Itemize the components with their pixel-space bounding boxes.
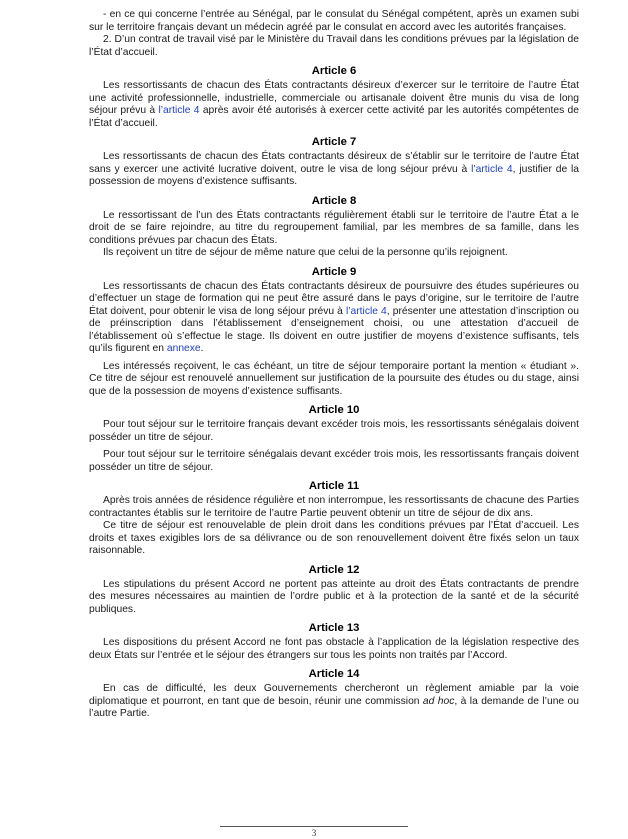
article-14-text-start: En cas de difficulté, les deux Gouvernements chercheront un règlement amiable par la voie diplomatique et pourront, en tant que de besoin, réunir une commission bbox=[89, 683, 579, 707]
article-9-paragraph-2: Les intéressés reçoivent, le cas échéant, un titre de séjour temporaire portant la mention « étudiant ». Ce titre de séjour est renouvelé annuellement sur justification de la poursuite des études ou du stage, ainsi que de la possession de moyens d’existence suffisants. bbox=[89, 360, 579, 397]
article-8-heading: Article 8 bbox=[311, 194, 357, 207]
article-13-paragraph: Les dispositions du présent Accord ne font pas obstacle à l’application de la législation respective des deux États sur l’entrée et le séjour des étrangers sur tous les points non traités par l’Accord. bbox=[89, 637, 579, 661]
article-7-heading: Article 7 bbox=[311, 136, 357, 148]
article-10-paragraph-2: Pour tout séjour sur le territoire sénégalais devant excéder trois mois, les ressortissants français doivent posséder un titre de séjour. bbox=[89, 449, 579, 473]
article-6-heading: Article 6 bbox=[311, 65, 357, 77]
annexe-link[interactable]: annexe bbox=[166, 343, 201, 354]
page-number: 3 bbox=[311, 828, 317, 838]
intro-dash-paragraph: - en ce qui concerne l’entrée au Sénégal, par le consulat du Sénégal compétent, après un examen subi sur le territoire français devant un médecin agréé par le consulat en accord avec les autorités françaises. bbox=[89, 9, 579, 33]
article-9-text-middle: , présenter une attestation d’inscription ou de préinscription dans l’établissement d’enseignement choisi, ou une attestation d’accueil de l’établissement où s’effectue le stage. Ils doivent en outre justifier de moyens d’existence suffisants, tels qu’ils figurent en bbox=[89, 305, 579, 354]
article-4-link[interactable]: l’article 4 bbox=[471, 163, 513, 175]
article-10-heading: Article 10 bbox=[308, 404, 360, 416]
article-7-text-end: , justifier de la possession de moyens d’existence suffisants. bbox=[89, 163, 579, 187]
article-6-text-end: après avoir été autorisés à exercer cette activité par les autorités compétentes de l’État d’accueil. bbox=[89, 105, 579, 129]
article-11-paragraph-1: Après trois années de résidence régulière et non interrompue, les ressortissants de chacune des Parties contractantes établis sur le territoire de l’autre Partie peuvent obtenir un titre de séjour de dix ans. bbox=[89, 495, 579, 519]
article-4-link[interactable]: l’article 4 bbox=[158, 105, 200, 116]
article-12-heading: Article 12 bbox=[308, 563, 360, 576]
article-8-paragraph-1: Le ressortissant de l’un des États contractants régulièrement établi sur le territoire de l’autre État a le droit de se faire rejoindre, au titre du regroupement familial, par les membres de sa famille, dans les conditions prévues par chacun des États. bbox=[89, 209, 579, 246]
ad-hoc-emphasis: ad hoc bbox=[422, 695, 455, 707]
article-11-paragraph-2: Ce titre de séjour est renouvelable de plein droit dans les conditions prévues par l’État d’accueil. Les droits et taxes exigibles lors de sa délivrance ou de son renouvellement doivent être fixés selon un taux raisonnable. bbox=[89, 520, 579, 556]
document-body bbox=[89, 9, 579, 726]
article-14-heading: Article 14 bbox=[308, 668, 360, 680]
footer-divider bbox=[220, 826, 408, 827]
article-10-paragraph-1: Pour tout séjour sur le territoire français devant excéder trois mois, les ressortissants sénégalais doivent posséder un titre de séjour. bbox=[89, 419, 579, 443]
article-8-paragraph-2: Ils reçoivent un titre de séjour de même nature que celui de la personne qu’ils rejoignent. bbox=[103, 247, 508, 258]
article-4-link[interactable]: l’article 4 bbox=[345, 305, 387, 317]
article-9-text-start: Les ressortissants de chacun des États contractants désireux de poursuivre des études supérieures ou d’effectuer un stage de formation qui ne peut être assuré dans le pays d’origine, sur le territoire de l’autre État doivent, pour obtenir le visa de long séjour prévu à bbox=[89, 280, 579, 317]
article-9-text-end: . bbox=[200, 343, 204, 354]
article-12-paragraph: Les stipulations du présent Accord ne portent pas atteinte au droit des États contractants de prendre des mesures nécessaires au maintien de l’ordre public et à la protection de la santé et de la sécurité publiques. bbox=[89, 578, 579, 615]
article-9-heading: Article 9 bbox=[311, 265, 357, 278]
article-13-heading: Article 13 bbox=[308, 622, 360, 634]
article-9-paragraph-1 bbox=[89, 281, 579, 356]
article-14-paragraph bbox=[89, 683, 579, 721]
article-7-text-start: Les ressortissants de chacun des États contractants désireux de s’établir sur le territoire de l’autre État sans y exercer une activité lucrative doivent, outre le visa de long séjour prévu à bbox=[89, 151, 579, 175]
article-6-paragraph bbox=[89, 80, 579, 130]
article-7-paragraph bbox=[89, 151, 579, 189]
article-6-text-start: Les ressortissants de chacun des États contractants désireux d’exercer sur le territoire de l’autre État une activité professionnelle, industrielle, commerciale ou artisanale doivent être munis du visa de long séjour prévu à bbox=[89, 80, 579, 116]
article-14-text-end: , à la demande de l’une ou l’autre Partie. bbox=[89, 695, 579, 719]
article-11-heading: Article 11 bbox=[308, 480, 360, 492]
intro-point-2-paragraph: 2. D’un contrat de travail visé par le Ministère du Travail dans les conditions prévues par la législation de l’État d’accueil. bbox=[89, 34, 579, 58]
